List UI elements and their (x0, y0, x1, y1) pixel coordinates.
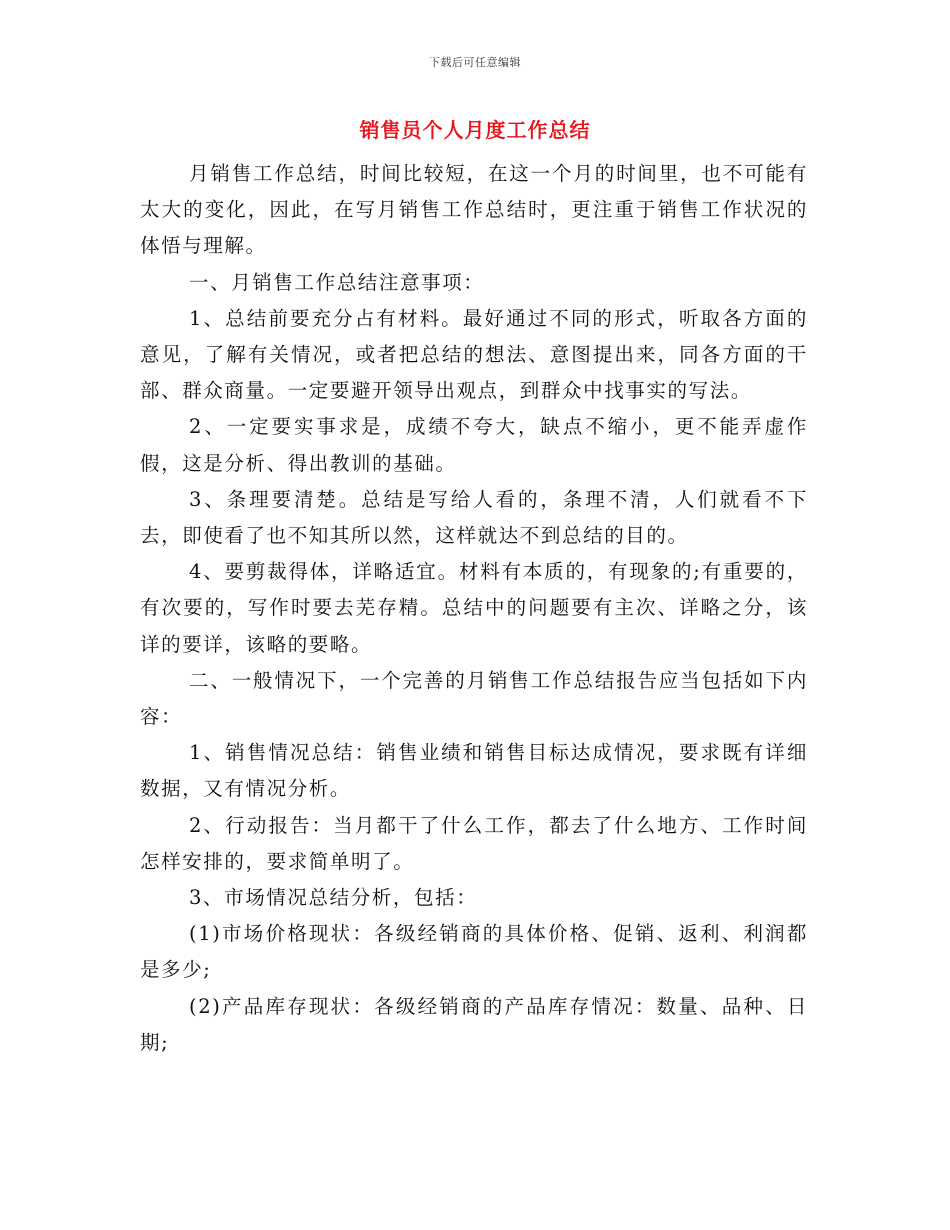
section-heading-2: 二、一般情况下，一个完善的月销售工作总结报告应当包括如下内容： (140, 668, 808, 729)
paragraph-2-3-2: (2)产品库存现状：各级经销商的产品库存情况：数量、品种、日期; (140, 994, 808, 1054)
document-body (140, 156, 808, 1061)
section-heading-1: 一、月销售工作总结注意事项： (189, 270, 485, 294)
document-title: 销售员个人月度工作总结 (359, 118, 591, 142)
paragraph-1-3: 3、条理要清楚。总结是写给人看的，条理不清，人们就看不下去，即使看了也不知其所以然，这样就达不到总结的目的。 (140, 487, 808, 548)
paragraph-1-1: 1、总结前要充分占有材料。最好通过不同的形式，听取各方面的意见，了解有关情况，或者把总结的想法、意图提出来，同各方面的干部、群众商量。一定要避开领导出观点，到群众中找事实的写法。 (140, 306, 808, 403)
paragraph-2-3-1: (1)市场价格现状：各级经销商的具体价格、促销、返利、利润都是多少; (140, 922, 808, 982)
paragraph-1-2: 2、一定要实事求是，成绩不夸大，缺点不缩小，更不能弄虚作假，这是分析、得出教训的基础。 (140, 415, 808, 475)
header-note: 下载后可任意编辑 (429, 56, 521, 69)
paragraph-intro: 月销售工作总结，时间比较短，在这一个月的时间里，也不可能有太大的变化，因此，在写月销售工作总结时，更注重于销售工作状况的体悟与理解。 (140, 162, 808, 258)
paragraph-1-4: 4、要剪裁得体，详略适宜。材料有本质的，有现象的;有重要的，有次要的，写作时要去芜存精。总结中的问题要有主次、详略之分，该详的要详，该略的要略。 (140, 560, 808, 656)
paragraph-2-3: 3、市场情况总结分析，包括： (189, 886, 478, 910)
paragraph-2-2: 2、行动报告：当月都干了什么工作，都去了什么地方、工作时间怎样安排的，要求简单明了。 (140, 813, 808, 873)
paragraph-2-1: 1、销售情况总结：销售业绩和销售目标达成情况，要求既有详细数据，又有情况分析。 (140, 741, 808, 801)
